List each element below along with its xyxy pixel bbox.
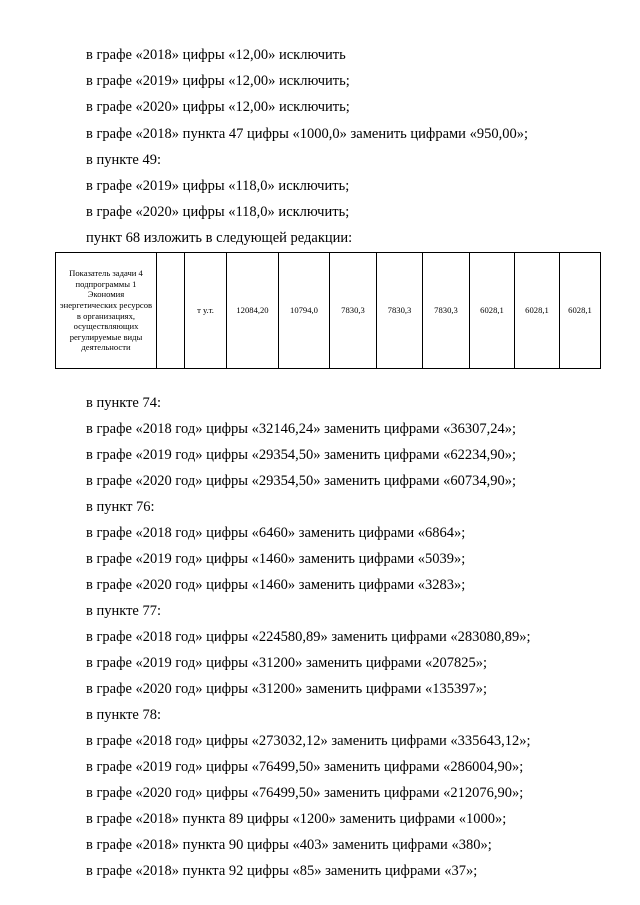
amendment-line: в графе «2020 год» цифры «29354,50» заменить цифрами «60734,90»; (86, 473, 517, 489)
amendment-line: в графе «2019» цифры «118,0» исключить; (86, 178, 350, 194)
amendment-line: в графе «2018» цифры «12,00» исключить (86, 47, 346, 63)
section-heading: в пункте 49: (86, 152, 162, 168)
amendment-line: в графе «2018 год» цифры «32146,24» заменить цифрами «36307,24»; (86, 421, 517, 437)
indicator-name-cell: Показатель задачи 4 подпрограммы 1 Экономия энергетических ресурсов в организациях, осуществляющих регулируемые виды деятельности (56, 253, 157, 369)
amendment-line: в графе «2018 год» цифры «6460» заменить цифрами «6864»; (86, 525, 466, 541)
value-cell: 6028,1 (560, 253, 601, 369)
amendment-line: в графе «2019» цифры «12,00» исключить; (86, 73, 350, 89)
section-heading: в пункт 76: (86, 499, 155, 515)
amendment-line: в графе «2020» цифры «12,00» исключить; (86, 99, 350, 115)
amendment-line: в графе «2018» пункта 92 цифры «85» заменить цифрами «37»; (86, 863, 478, 879)
amendment-line: в графе «2018 год» цифры «224580,89» заменить цифрами «283080,89»; (86, 629, 531, 645)
amendment-line: в графе «2018» пункта 89 цифры «1200» заменить цифрами «1000»; (86, 811, 507, 827)
section-heading: в пункте 78: (86, 707, 162, 723)
amendment-line: в графе «2019 год» цифры «1460» заменить цифрами «5039»; (86, 551, 466, 567)
empty-cell (157, 253, 185, 369)
unit-cell: т у.т. (185, 253, 227, 369)
amendment-line: в графе «2019 год» цифры «29354,50» заменить цифрами «62234,90»; (86, 447, 517, 463)
value-cell: 6028,1 (515, 253, 560, 369)
section-heading: в пункте 77: (86, 603, 162, 619)
amendment-line: в графе «2020» цифры «118,0» исключить; (86, 204, 350, 220)
table-row (56, 253, 601, 369)
amendment-line: в графе «2019 год» цифры «31200» заменить цифрами «207825»; (86, 655, 488, 671)
amendment-line: в графе «2019 год» цифры «76499,50» заменить цифрами «286004,90»; (86, 759, 524, 775)
amendment-line: в графе «2018» пункта 90 цифры «403» заменить цифрами «380»; (86, 837, 492, 853)
indicator-table (55, 252, 601, 369)
value-cell: 7830,3 (377, 253, 423, 369)
value-cell: 7830,3 (423, 253, 470, 369)
amendment-line: в графе «2020 год» цифры «1460» заменить цифрами «3283»; (86, 577, 466, 593)
amendment-line: в графе «2018» пункта 47 цифры «1000,0» заменить цифрами «950,00»; (86, 126, 528, 142)
value-cell: 6028,1 (470, 253, 515, 369)
value-cell: 7830,3 (330, 253, 377, 369)
amendment-line: в графе «2020 год» цифры «31200» заменить цифрами «135397»; (86, 681, 488, 697)
amendment-line: в графе «2018 год» цифры «273032,12» заменить цифрами «335643,12»; (86, 733, 531, 749)
value-cell: 10794,0 (279, 253, 330, 369)
section-heading: пункт 68 изложить в следующей редакции: (86, 230, 353, 246)
section-heading: в пункте 74: (86, 395, 162, 411)
amendment-line: в графе «2020 год» цифры «76499,50» заменить цифрами «212076,90»; (86, 785, 524, 801)
value-cell: 12084,20 (227, 253, 279, 369)
